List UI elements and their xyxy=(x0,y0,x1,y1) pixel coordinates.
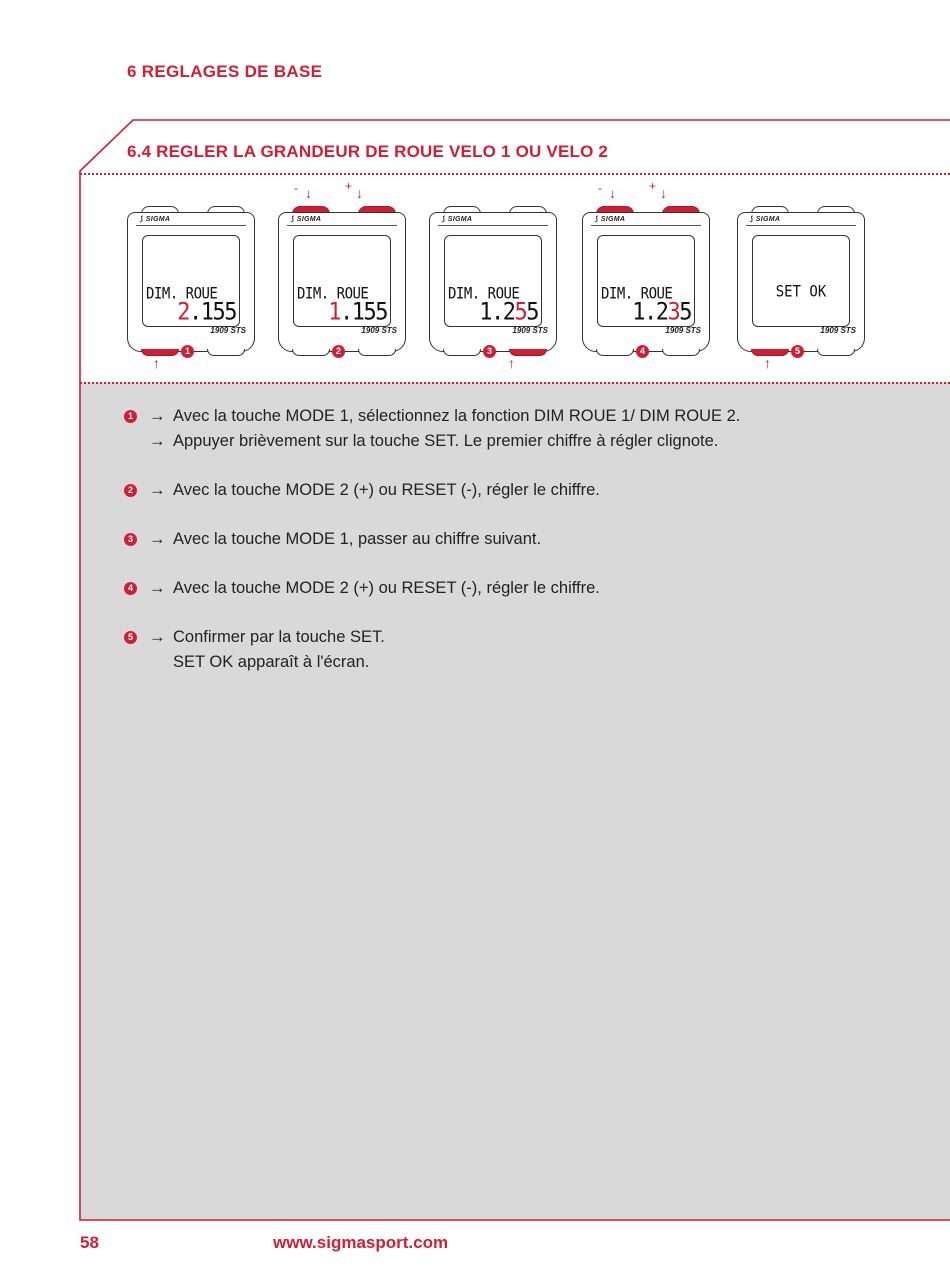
arrow-right-icon: → xyxy=(149,628,166,646)
arrow-right-icon: → xyxy=(149,432,166,450)
step-text: Appuyer brièvement sur la touche SET. Le premier chiffre à régler clignote. xyxy=(173,432,719,450)
lcd-screen xyxy=(597,235,695,327)
arrow-right-icon: → xyxy=(149,481,166,499)
device-step-2 xyxy=(278,206,408,356)
minus-label: - xyxy=(294,181,298,195)
arrow-up-icon: ↑ xyxy=(764,355,771,371)
lcd-line2: 2.155 xyxy=(177,298,236,327)
step-badge: 2 xyxy=(332,345,345,358)
arrow-down-icon: ↓ xyxy=(609,185,616,201)
step-text: SET OK apparaît à l'écran. xyxy=(173,653,370,671)
arrow-down-icon: ↓ xyxy=(356,185,363,201)
minus-label: - xyxy=(598,181,602,195)
plus-label: + xyxy=(345,179,353,193)
model-label: 1909 STS xyxy=(361,326,397,335)
arrow-right-icon: → xyxy=(149,407,166,425)
lcd-line2: 1.255 xyxy=(479,298,538,327)
model-label: 1909 STS xyxy=(665,326,701,335)
brand-logo: ⟆ SIGMA xyxy=(595,216,626,223)
step-1 xyxy=(124,404,924,454)
lcd-line2: 1.235 xyxy=(632,298,691,327)
device-step-4 xyxy=(582,206,712,356)
instruction-steps xyxy=(124,404,924,699)
step-4 xyxy=(124,576,924,601)
lcd-screen xyxy=(293,235,391,327)
divider-top xyxy=(80,173,950,175)
lcd-center-text: SET OK xyxy=(775,282,827,302)
device-illustrations xyxy=(80,176,950,382)
brand-logo: ⟆ SIGMA xyxy=(750,216,781,223)
arrow-up-icon: ↑ xyxy=(508,355,515,371)
step-5 xyxy=(124,625,924,675)
arrow-right-icon: → xyxy=(149,530,166,548)
brand-logo: ⟆ SIGMA xyxy=(442,216,473,223)
arrow-right-icon: → xyxy=(149,579,166,597)
brand-logo: ⟆ SIGMA xyxy=(140,216,171,223)
lcd-line1: DIM. ROUE xyxy=(448,284,520,304)
model-label: 1909 STS xyxy=(820,326,856,335)
step-badge: 4 xyxy=(636,345,649,358)
step-number-badge: 4 xyxy=(124,582,137,595)
lcd-screen xyxy=(142,235,240,327)
lcd-screen xyxy=(444,235,542,327)
step-3 xyxy=(124,527,924,552)
arrow-up-icon: ↑ xyxy=(153,355,160,371)
step-text: Confirmer par la touche SET. xyxy=(173,628,385,646)
model-label: 1909 STS xyxy=(210,326,246,335)
lcd-line2: 1.155 xyxy=(328,298,387,327)
plus-label: + xyxy=(649,179,657,193)
step-2 xyxy=(124,478,924,503)
arrow-down-icon: ↓ xyxy=(660,185,667,201)
step-badge: 5 xyxy=(791,345,804,358)
brand-logo: ⟆ SIGMA xyxy=(291,216,322,223)
footer-url[interactable]: www.sigmasport.com xyxy=(273,1233,449,1252)
lcd-screen xyxy=(752,235,850,327)
device-step-5 xyxy=(737,206,867,356)
step-number-badge: 2 xyxy=(124,484,137,497)
lcd-line1: DIM. ROUE xyxy=(601,284,673,304)
model-label: 1909 STS xyxy=(512,326,548,335)
step-number-badge: 3 xyxy=(124,533,137,546)
device-step-3 xyxy=(429,206,559,356)
page-number: 58 xyxy=(80,1233,99,1252)
step-text: Avec la touche MODE 2 (+) ou RESET (-), régler le chiffre. xyxy=(173,481,600,499)
step-number-badge: 5 xyxy=(124,631,137,644)
lcd-line1: DIM. ROUE xyxy=(297,284,369,304)
section-title: 6.4 REGLER LA GRANDEUR DE ROUE VELO 1 OU VELO 2 xyxy=(127,142,609,161)
step-number-badge: 1 xyxy=(124,410,137,423)
device-step-1 xyxy=(127,206,257,356)
lcd-line1: DIM. ROUE xyxy=(146,284,218,304)
step-badge: 1 xyxy=(181,345,194,358)
step-text: Avec la touche MODE 1, passer au chiffre suivant. xyxy=(173,530,542,548)
divider-bottom xyxy=(80,382,950,384)
step-badge: 3 xyxy=(483,345,496,358)
arrow-down-icon: ↓ xyxy=(305,185,312,201)
step-text: Avec la touche MODE 1, sélectionnez la fonction DIM ROUE 1/ DIM ROUE 2. xyxy=(173,407,741,425)
chapter-title: 6 REGLAGES DE BASE xyxy=(127,62,323,81)
step-text: Avec la touche MODE 2 (+) ou RESET (-), régler le chiffre. xyxy=(173,579,600,597)
